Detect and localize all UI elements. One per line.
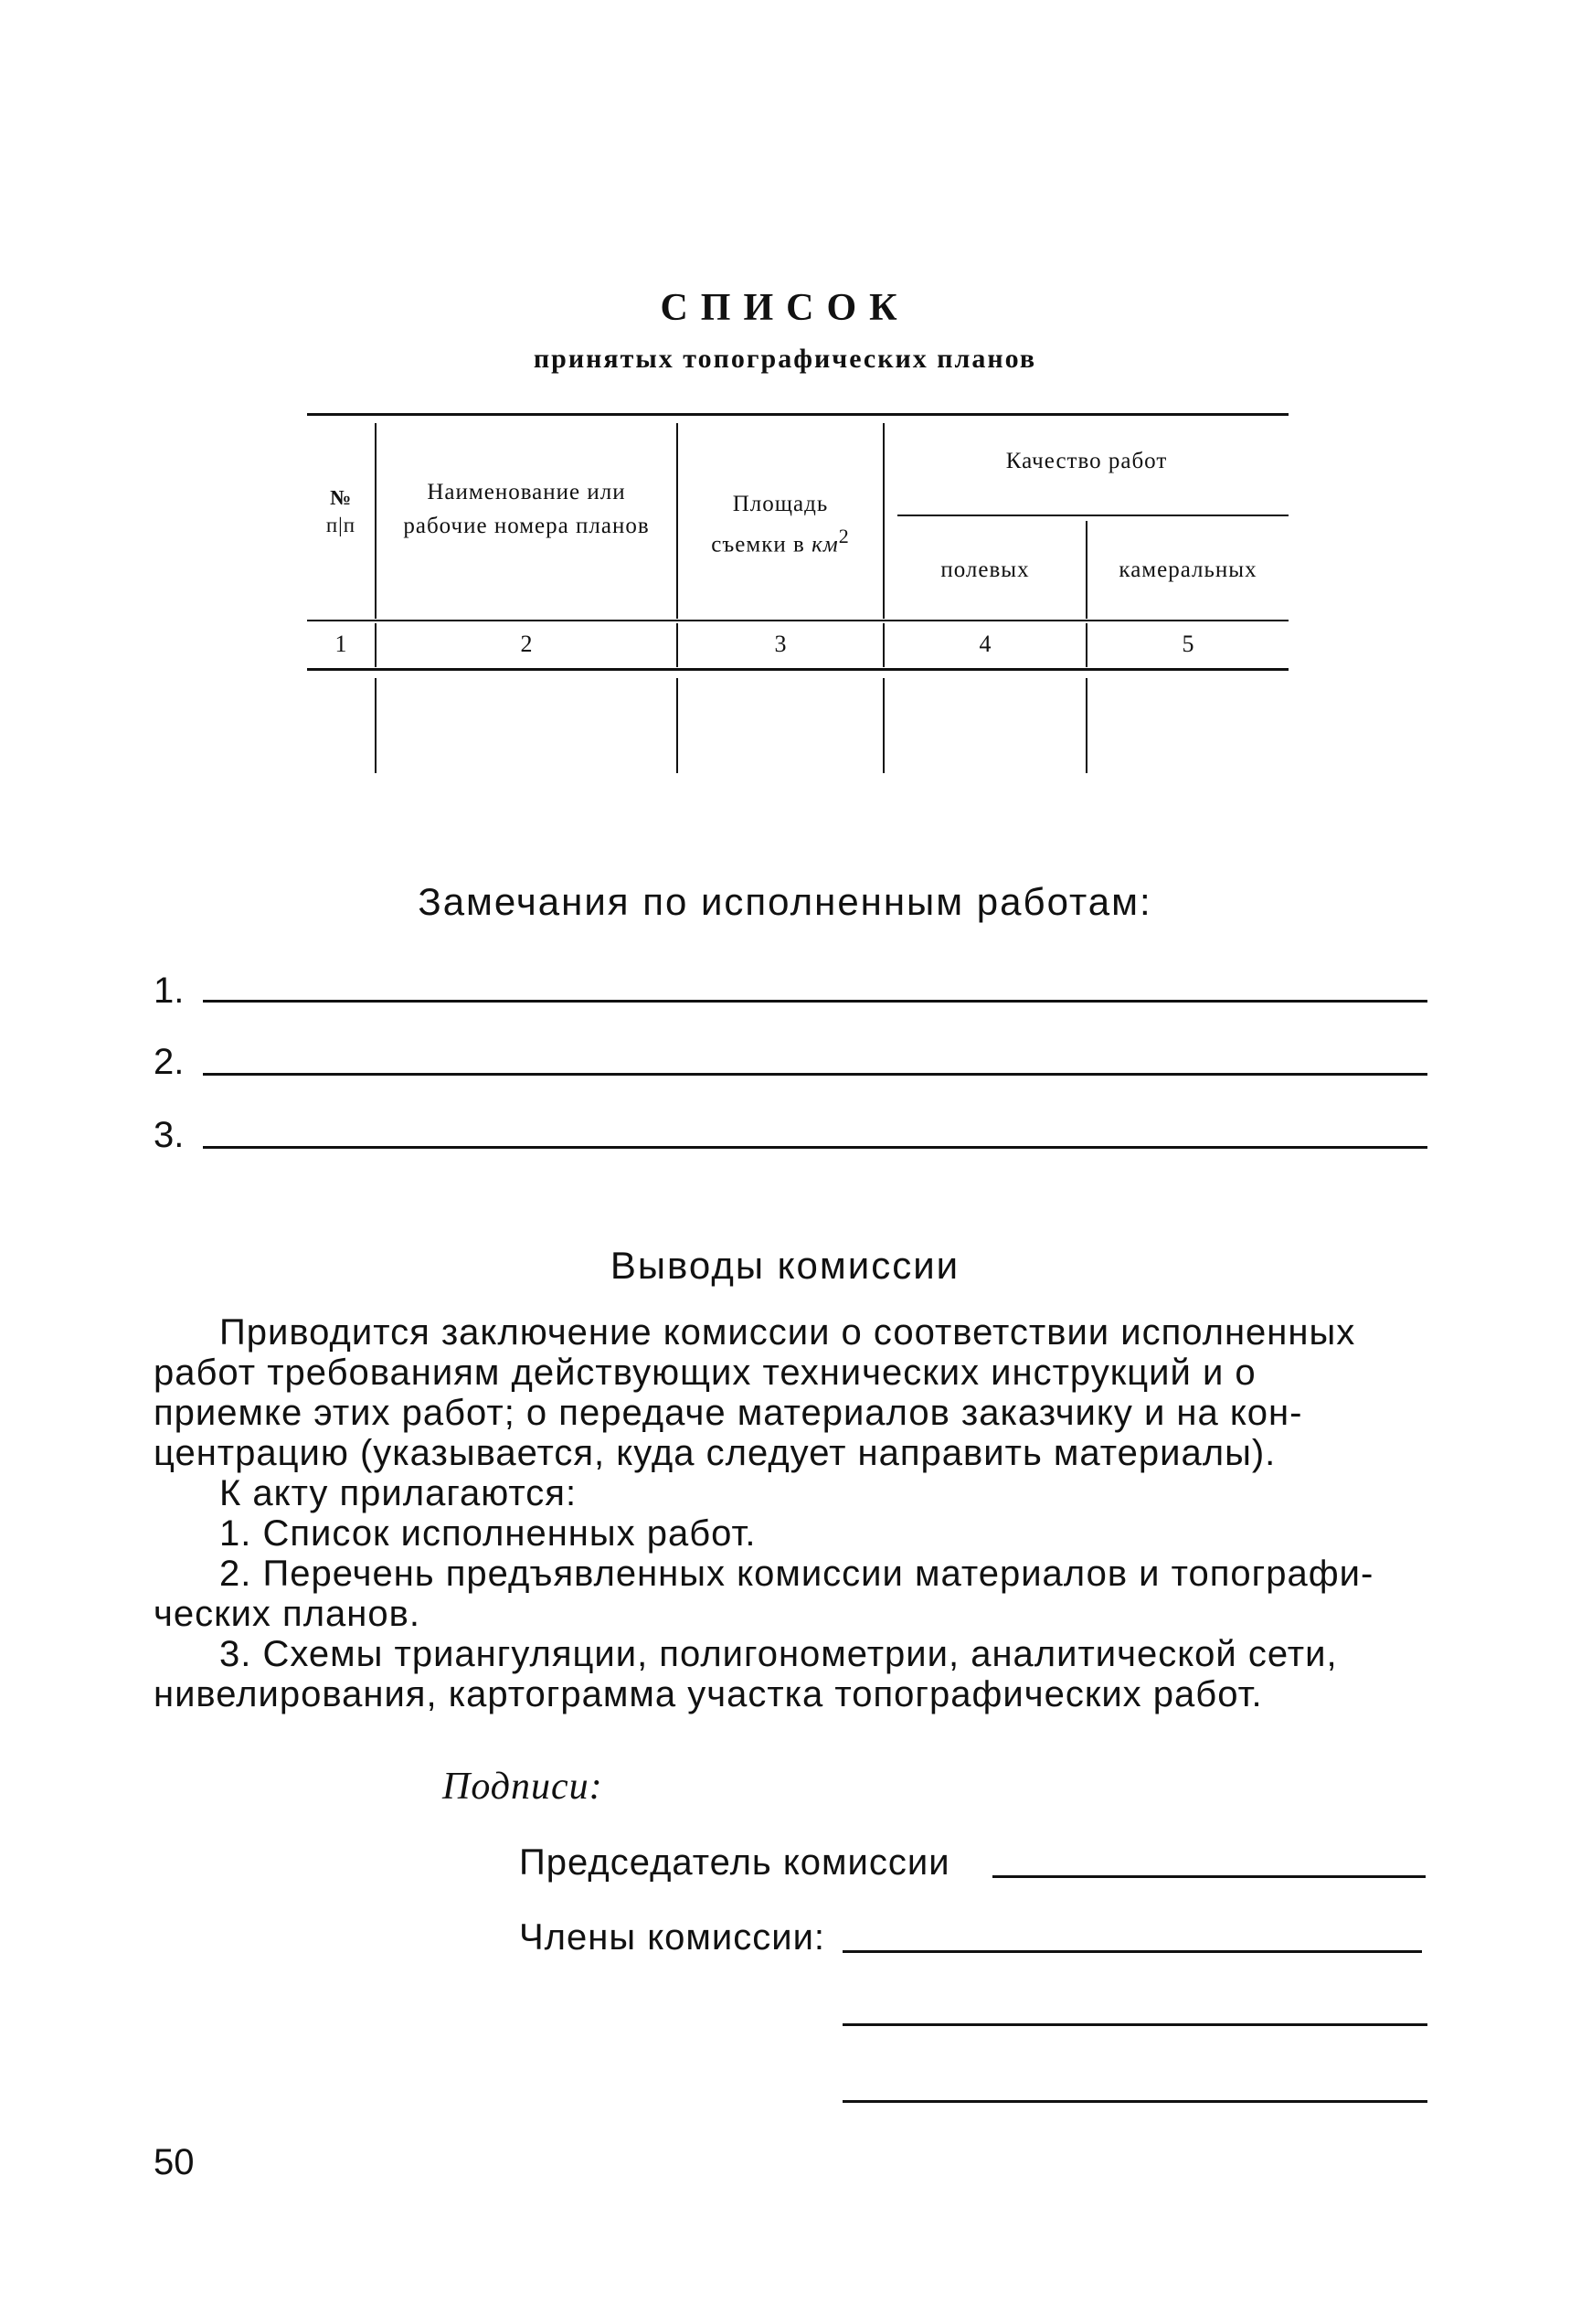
attachment-1: 1. Список исполненных работ. bbox=[219, 1513, 757, 1554]
remark-number-3: 3. bbox=[154, 1115, 185, 1155]
body-divider-4 bbox=[1086, 678, 1087, 773]
document-subtitle: принятых топографических планов bbox=[533, 344, 1037, 374]
col-number-2: 2 bbox=[520, 631, 533, 657]
body-divider-2 bbox=[676, 678, 678, 773]
body-divider-3 bbox=[883, 678, 885, 773]
attachment-2-line-1: 2. Перечень предъявленных комиссии материалов и топографи- bbox=[219, 1554, 1374, 1594]
remark-number-1: 1. bbox=[154, 971, 185, 1011]
quality-subheader-rule bbox=[897, 515, 1289, 516]
number-row-bottom-rule bbox=[307, 668, 1289, 671]
document-title: СПИСОК bbox=[660, 287, 910, 329]
quality-header: Качество работ bbox=[1005, 449, 1168, 473]
signatures-label: Подписи: bbox=[442, 1766, 603, 1808]
table-top-rule bbox=[307, 413, 1289, 416]
col-number-5: 5 bbox=[1182, 631, 1194, 657]
col-number-1: 1 bbox=[334, 631, 347, 657]
col5-header: камеральных bbox=[1119, 557, 1257, 582]
member-signature-line-1[interactable] bbox=[843, 1950, 1422, 1953]
remark-number-2: 2. bbox=[154, 1042, 185, 1082]
attachment-3-line-2: нивелирования, картограмма участка топографических работ. bbox=[154, 1674, 1263, 1714]
remarks-heading: Замечания по исполненным работам: bbox=[418, 880, 1152, 923]
col4-header: полевых bbox=[940, 557, 1030, 582]
conclusion-line-4: центрацию (указывается, куда следует направить материалы). bbox=[154, 1433, 1277, 1473]
members-label: Члены комиссии: bbox=[519, 1917, 826, 1958]
conclusion-line-1: Приводится заключение комиссии о соответствии исполненных bbox=[219, 1312, 1356, 1353]
conclusion-line-3: приемке этих работ; о передаче материалов заказчику и на кон- bbox=[154, 1393, 1303, 1433]
col1-header: № п|п bbox=[325, 486, 356, 536]
remark-line-3[interactable] bbox=[203, 1146, 1427, 1149]
col-number-3: 3 bbox=[774, 631, 787, 657]
conclusion-line-2: работ требованиям действующих технических инструкций и о bbox=[154, 1353, 1257, 1393]
attachment-3-line-1: 3. Схемы триангуляции, полигонометрии, аналитической сети, bbox=[219, 1634, 1338, 1674]
header-bottom-rule bbox=[307, 620, 1289, 621]
attachments-intro: К акту прилагаются: bbox=[219, 1473, 578, 1513]
chairman-label: Председатель комиссии bbox=[519, 1842, 950, 1883]
col3-header: Площадь съемки в $км^2$ bbox=[711, 492, 850, 557]
conclusions-heading: Выводы комиссии bbox=[610, 1244, 960, 1287]
attachment-2-line-2: ческих планов. bbox=[154, 1594, 420, 1634]
col-number-4: 4 bbox=[979, 631, 992, 657]
remark-line-2[interactable] bbox=[203, 1073, 1427, 1076]
member-signature-line-2[interactable] bbox=[843, 2023, 1427, 2026]
chairman-signature-line[interactable] bbox=[992, 1875, 1426, 1878]
member-signature-line-3[interactable] bbox=[843, 2100, 1427, 2103]
body-divider-1 bbox=[375, 678, 377, 773]
page-number: 50 bbox=[154, 2142, 195, 2182]
remark-line-1[interactable] bbox=[203, 1000, 1427, 1003]
col2-header: Наименование или рабочие номера планов bbox=[403, 480, 650, 538]
